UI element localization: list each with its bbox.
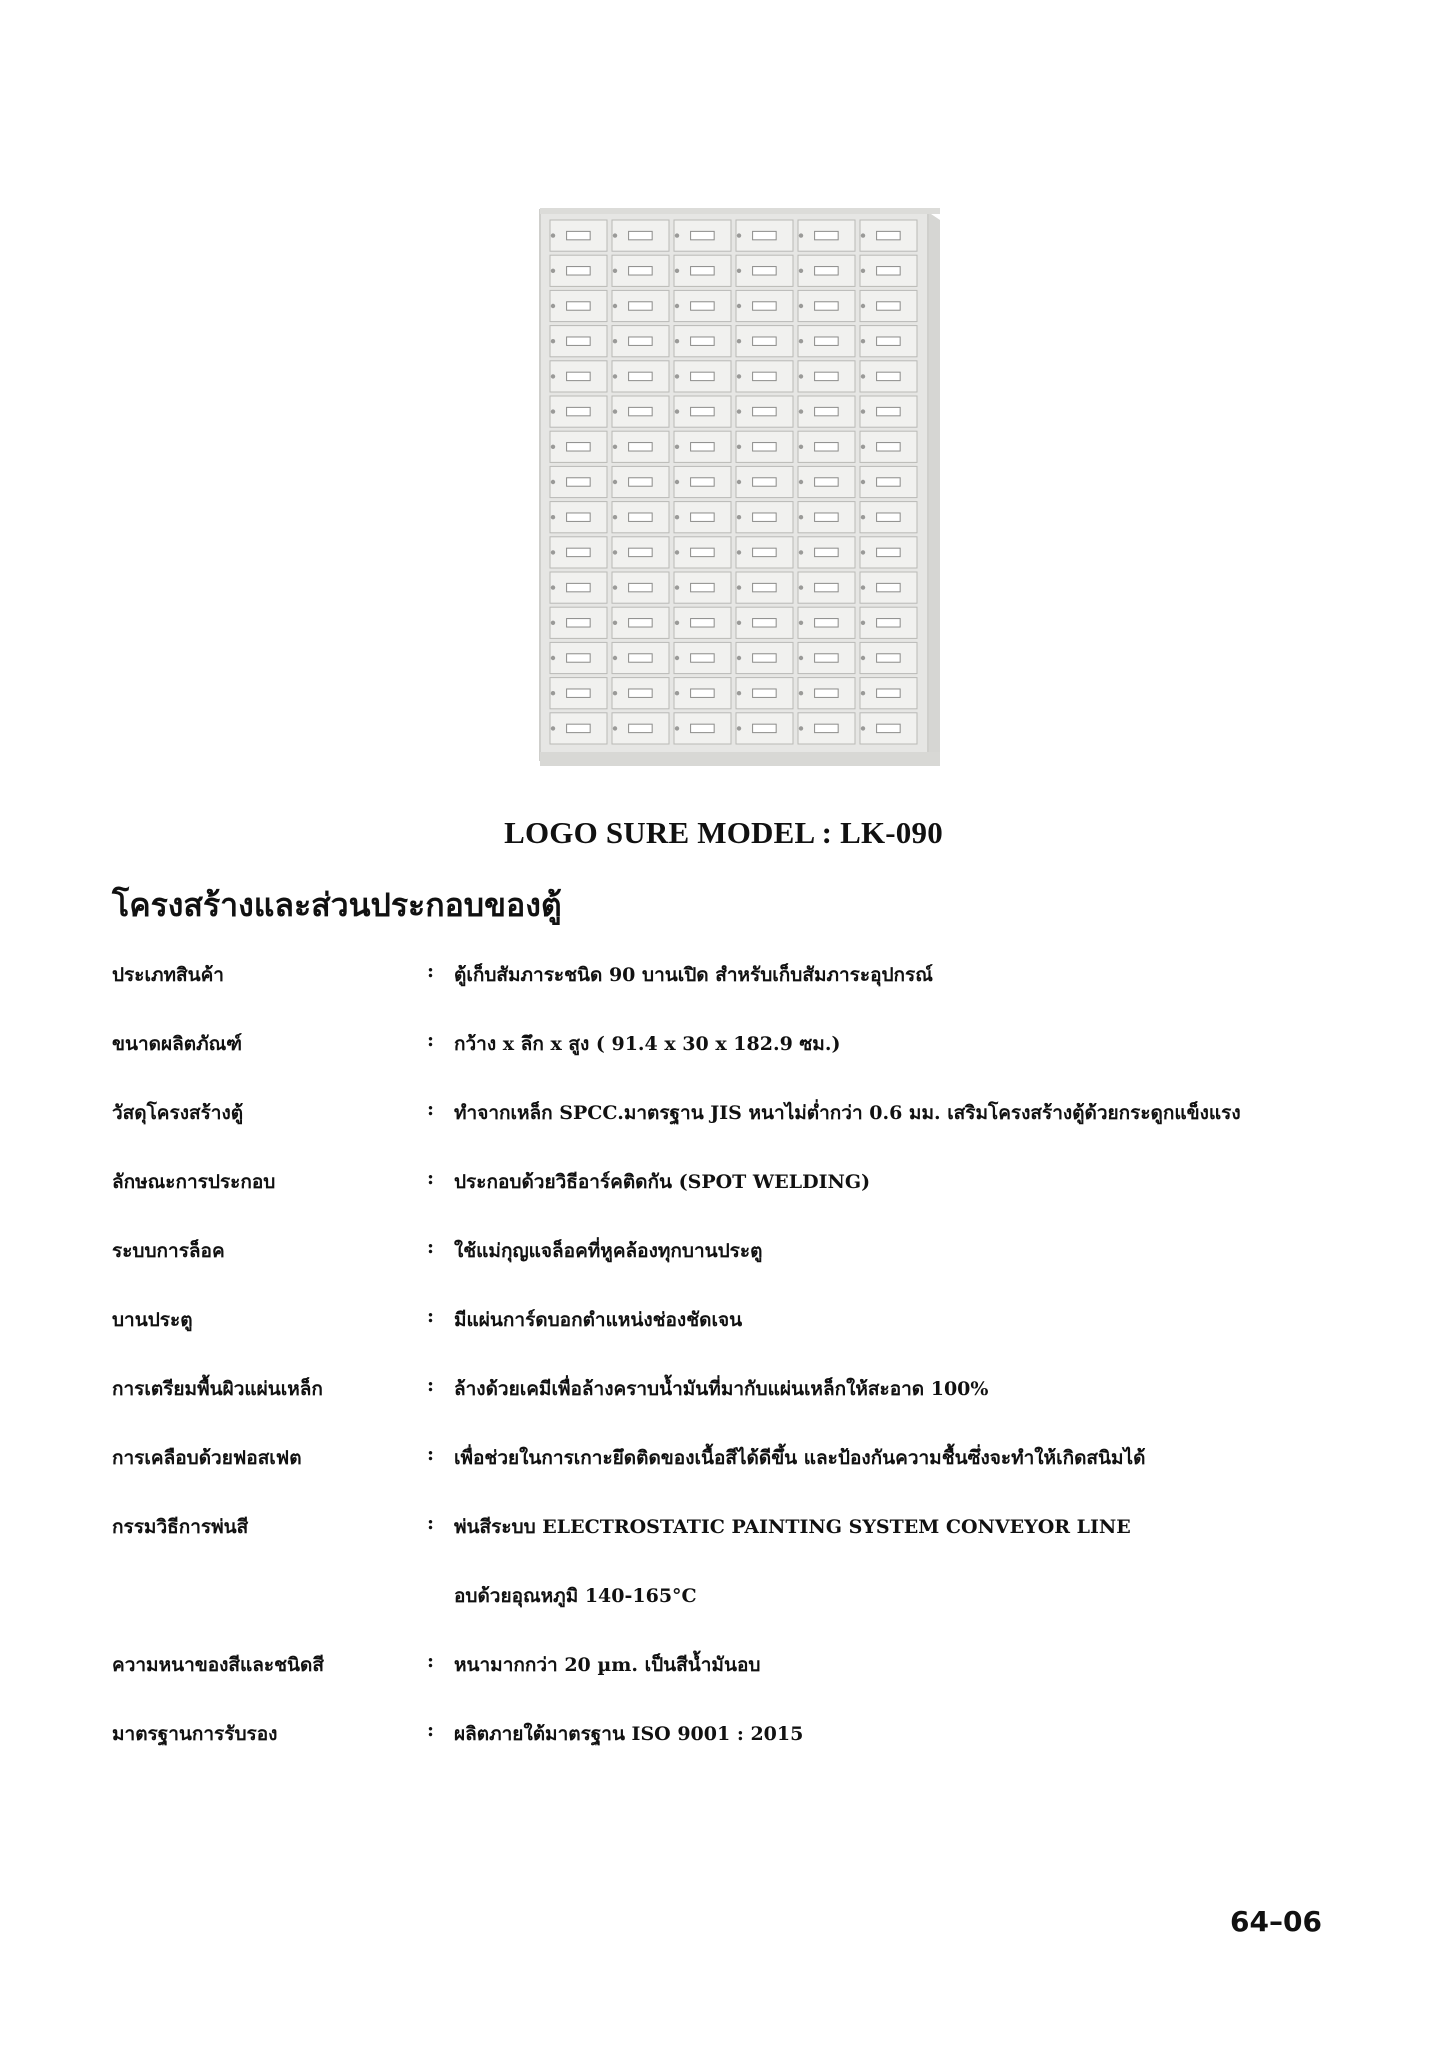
padlock-hasp-icon bbox=[799, 550, 803, 554]
padlock-hasp-icon bbox=[799, 374, 803, 378]
padlock-hasp-icon bbox=[737, 621, 741, 625]
door-label-card bbox=[691, 654, 715, 662]
padlock-hasp-icon bbox=[861, 585, 865, 589]
spec-colon: : bbox=[427, 1512, 435, 1534]
spec-value: เพื่อช่วยในการเกาะยึดติดของเนื้อสีได้ดีขึ้น และป้องกันความชื้นซึ่งจะทำให้เกิดสนิมได้ bbox=[454, 1447, 1146, 1469]
cabinet-product-image bbox=[530, 200, 950, 770]
padlock-hasp-icon bbox=[675, 726, 679, 730]
spec-value: ผลิตภายใต้มาตรฐาน ISO 9001 : 2015 bbox=[454, 1723, 804, 1745]
door-label-card bbox=[567, 302, 591, 310]
door-label-card bbox=[629, 337, 653, 345]
door-label-card bbox=[877, 443, 901, 451]
door-label-card bbox=[629, 513, 653, 521]
door-label-card bbox=[691, 372, 715, 380]
padlock-hasp-icon bbox=[861, 480, 865, 484]
padlock-hasp-icon bbox=[675, 233, 679, 237]
door-label-card bbox=[753, 654, 777, 662]
spec-row-doors bbox=[112, 1305, 1352, 1374]
padlock-hasp-icon bbox=[737, 374, 741, 378]
padlock-hasp-icon bbox=[737, 480, 741, 484]
door-label-card bbox=[753, 619, 777, 627]
door-label-card bbox=[629, 267, 653, 275]
padlock-hasp-icon bbox=[737, 726, 741, 730]
padlock-hasp-icon bbox=[613, 374, 617, 378]
door-label-card bbox=[753, 724, 777, 732]
door-label-card bbox=[753, 513, 777, 521]
section-heading: โครงสร้างและส่วนประกอบของตู้ bbox=[112, 886, 562, 924]
spec-label: ประเภทสินค้า bbox=[112, 964, 224, 986]
spec-row-material bbox=[112, 1098, 1352, 1167]
padlock-hasp-icon bbox=[551, 656, 555, 660]
spec-row-paint-thickness bbox=[112, 1650, 1352, 1719]
door-label-card bbox=[815, 478, 839, 486]
door-label-card bbox=[691, 337, 715, 345]
door-label-card bbox=[815, 267, 839, 275]
padlock-hasp-icon bbox=[799, 726, 803, 730]
spec-colon: : bbox=[427, 1029, 435, 1051]
door-label-card bbox=[753, 689, 777, 697]
padlock-hasp-icon bbox=[737, 585, 741, 589]
spec-row-painting-process bbox=[112, 1512, 1352, 1581]
padlock-hasp-icon bbox=[613, 515, 617, 519]
door-label-card bbox=[815, 548, 839, 556]
spec-colon: : bbox=[427, 1374, 435, 1396]
door-label-card bbox=[567, 231, 591, 239]
door-label-card bbox=[753, 337, 777, 345]
padlock-hasp-icon bbox=[861, 445, 865, 449]
door-label-card bbox=[877, 619, 901, 627]
padlock-hasp-icon bbox=[551, 233, 555, 237]
padlock-hasp-icon bbox=[613, 621, 617, 625]
door-label-card bbox=[691, 513, 715, 521]
door-label-card bbox=[567, 724, 591, 732]
padlock-hasp-icon bbox=[737, 445, 741, 449]
door-label-card bbox=[691, 724, 715, 732]
padlock-hasp-icon bbox=[737, 409, 741, 413]
door-label-card bbox=[567, 689, 591, 697]
door-label-card bbox=[567, 407, 591, 415]
padlock-hasp-icon bbox=[675, 409, 679, 413]
door-label-card bbox=[815, 724, 839, 732]
door-label-card bbox=[815, 407, 839, 415]
door-label-card bbox=[877, 267, 901, 275]
padlock-hasp-icon bbox=[737, 515, 741, 519]
door-label-card bbox=[691, 231, 715, 239]
door-label-card bbox=[753, 443, 777, 451]
padlock-hasp-icon bbox=[799, 515, 803, 519]
padlock-hasp-icon bbox=[675, 550, 679, 554]
padlock-hasp-icon bbox=[613, 585, 617, 589]
padlock-hasp-icon bbox=[737, 339, 741, 343]
padlock-hasp-icon bbox=[799, 691, 803, 695]
door-label-card bbox=[629, 548, 653, 556]
door-label-card bbox=[877, 372, 901, 380]
padlock-hasp-icon bbox=[551, 550, 555, 554]
door-label-card bbox=[567, 337, 591, 345]
padlock-hasp-icon bbox=[861, 550, 865, 554]
door-label-card bbox=[691, 583, 715, 591]
door-label-card bbox=[877, 689, 901, 697]
door-label-card bbox=[567, 478, 591, 486]
padlock-hasp-icon bbox=[799, 445, 803, 449]
door-label-card bbox=[877, 654, 901, 662]
spec-label: การเคลือบด้วยฟอสเฟต bbox=[112, 1447, 302, 1469]
padlock-hasp-icon bbox=[675, 656, 679, 660]
door-label-card bbox=[815, 372, 839, 380]
door-label-card bbox=[753, 302, 777, 310]
spec-label: ระบบการล็อค bbox=[112, 1240, 225, 1262]
door-label-card bbox=[753, 478, 777, 486]
padlock-hasp-icon bbox=[737, 656, 741, 660]
padlock-hasp-icon bbox=[613, 409, 617, 413]
door-label-card bbox=[753, 267, 777, 275]
padlock-hasp-icon bbox=[613, 269, 617, 273]
spec-row-dimensions bbox=[112, 1029, 1352, 1098]
door-label-card bbox=[753, 372, 777, 380]
padlock-hasp-icon bbox=[861, 515, 865, 519]
spec-label: ขนาดผลิตภัณฑ์ bbox=[112, 1033, 243, 1055]
spec-row-baking-temperature bbox=[112, 1581, 1352, 1650]
padlock-hasp-icon bbox=[861, 269, 865, 273]
spec-label: วัสดุโครงสร้างตู้ bbox=[112, 1102, 244, 1124]
padlock-hasp-icon bbox=[551, 445, 555, 449]
spec-colon: : bbox=[427, 1098, 435, 1120]
padlock-hasp-icon bbox=[799, 585, 803, 589]
padlock-hasp-icon bbox=[737, 550, 741, 554]
door-label-card bbox=[815, 231, 839, 239]
padlock-hasp-icon bbox=[861, 409, 865, 413]
door-label-card bbox=[815, 337, 839, 345]
padlock-hasp-icon bbox=[675, 691, 679, 695]
door-label-card bbox=[691, 548, 715, 556]
padlock-hasp-icon bbox=[613, 445, 617, 449]
spec-value: พ่นสีระบบ ELECTROSTATIC PAINTING SYSTEM CONVEYOR LINE bbox=[454, 1516, 1131, 1538]
spec-label: มาตรฐานการรับรอง bbox=[112, 1723, 278, 1745]
door-label-card bbox=[567, 443, 591, 451]
door-label-card bbox=[815, 513, 839, 521]
padlock-hasp-icon bbox=[675, 515, 679, 519]
padlock-hasp-icon bbox=[799, 339, 803, 343]
padlock-hasp-icon bbox=[737, 304, 741, 308]
spec-value: ใช้แม่กุญแจล็อคที่หูคล้องทุกบานประตู bbox=[454, 1240, 763, 1262]
spec-row-phosphate-coating bbox=[112, 1443, 1352, 1512]
door-label-card bbox=[567, 654, 591, 662]
door-label-card bbox=[691, 407, 715, 415]
door-label-card bbox=[753, 231, 777, 239]
padlock-hasp-icon bbox=[551, 691, 555, 695]
padlock-hasp-icon bbox=[675, 269, 679, 273]
door-label-card bbox=[629, 619, 653, 627]
padlock-hasp-icon bbox=[737, 269, 741, 273]
door-label-card bbox=[815, 689, 839, 697]
padlock-hasp-icon bbox=[613, 550, 617, 554]
padlock-hasp-icon bbox=[551, 339, 555, 343]
door-label-card bbox=[815, 302, 839, 310]
padlock-hasp-icon bbox=[675, 621, 679, 625]
door-label-card bbox=[877, 337, 901, 345]
padlock-hasp-icon bbox=[799, 621, 803, 625]
padlock-hasp-icon bbox=[799, 480, 803, 484]
spec-colon: : bbox=[427, 1650, 435, 1672]
padlock-hasp-icon bbox=[861, 656, 865, 660]
padlock-hasp-icon bbox=[551, 621, 555, 625]
spec-row-certification bbox=[112, 1719, 1352, 1788]
padlock-hasp-icon bbox=[613, 656, 617, 660]
padlock-hasp-icon bbox=[675, 445, 679, 449]
spec-label: ความหนาของสีและชนิดสี bbox=[112, 1654, 324, 1676]
door-label-card bbox=[815, 654, 839, 662]
door-label-card bbox=[691, 267, 715, 275]
padlock-hasp-icon bbox=[861, 621, 865, 625]
door-label-card bbox=[877, 513, 901, 521]
padlock-hasp-icon bbox=[551, 515, 555, 519]
spec-row-locking bbox=[112, 1236, 1352, 1305]
door-label-card bbox=[629, 372, 653, 380]
padlock-hasp-icon bbox=[551, 480, 555, 484]
door-label-card bbox=[877, 478, 901, 486]
padlock-hasp-icon bbox=[799, 409, 803, 413]
spec-colon: : bbox=[427, 1443, 435, 1465]
spec-value: ตู้เก็บสัมภาระชนิด 90 บานเปิด สำหรับเก็บสัมภาระอุปกรณ์ bbox=[454, 964, 933, 986]
spec-value: มีแผ่นการ์ดบอกตำแหน่งช่องชัดเจน bbox=[454, 1309, 743, 1331]
padlock-hasp-icon bbox=[613, 480, 617, 484]
door-label-card bbox=[691, 443, 715, 451]
door-label-card bbox=[691, 689, 715, 697]
padlock-hasp-icon bbox=[675, 339, 679, 343]
door-label-card bbox=[815, 443, 839, 451]
door-label-card bbox=[877, 231, 901, 239]
padlock-hasp-icon bbox=[737, 691, 741, 695]
padlock-hasp-icon bbox=[551, 726, 555, 730]
spec-label: บานประตู bbox=[112, 1309, 193, 1331]
padlock-hasp-icon bbox=[613, 233, 617, 237]
door-label-card bbox=[815, 619, 839, 627]
spec-list bbox=[112, 960, 1352, 1788]
door-label-card bbox=[629, 724, 653, 732]
padlock-hasp-icon bbox=[551, 269, 555, 273]
door-label-card bbox=[629, 443, 653, 451]
padlock-hasp-icon bbox=[799, 304, 803, 308]
door-label-card bbox=[629, 407, 653, 415]
door-label-card bbox=[691, 478, 715, 486]
padlock-hasp-icon bbox=[675, 374, 679, 378]
door-label-card bbox=[567, 372, 591, 380]
door-label-card bbox=[629, 583, 653, 591]
padlock-hasp-icon bbox=[551, 304, 555, 308]
padlock-hasp-icon bbox=[613, 339, 617, 343]
padlock-hasp-icon bbox=[675, 304, 679, 308]
spec-value: ประกอบด้วยวิธีอาร์คติดกัน (SPOT WELDING) bbox=[454, 1171, 871, 1193]
padlock-hasp-icon bbox=[551, 409, 555, 413]
padlock-hasp-icon bbox=[861, 304, 865, 308]
door-label-card bbox=[753, 548, 777, 556]
padlock-hasp-icon bbox=[675, 585, 679, 589]
door-label-card bbox=[567, 513, 591, 521]
door-label-card bbox=[567, 583, 591, 591]
door-label-card bbox=[877, 724, 901, 732]
door-label-card bbox=[691, 302, 715, 310]
padlock-hasp-icon bbox=[613, 726, 617, 730]
padlock-hasp-icon bbox=[551, 585, 555, 589]
padlock-hasp-icon bbox=[551, 374, 555, 378]
spec-label: ลักษณะการประกอบ bbox=[112, 1171, 276, 1193]
padlock-hasp-icon bbox=[861, 374, 865, 378]
spec-label: กรรมวิธีการพ่นสี bbox=[112, 1516, 249, 1538]
spec-colon: : bbox=[427, 1305, 435, 1327]
spec-value: ทำจากเหล็ก SPCC.มาตรฐาน JIS หนาไม่ต่ำกว่า 0.6 มม. เสริมโครงสร้างตู้ด้วยกระดูกแข็งแรง bbox=[454, 1102, 1241, 1124]
padlock-hasp-icon bbox=[861, 339, 865, 343]
spec-value: อบด้วยอุณหภูมิ 140-165°C bbox=[454, 1585, 697, 1607]
padlock-hasp-icon bbox=[737, 233, 741, 237]
door-label-card bbox=[753, 407, 777, 415]
padlock-hasp-icon bbox=[861, 726, 865, 730]
padlock-hasp-icon bbox=[799, 269, 803, 273]
spec-value: กว้าง x ลึก x สูง ( 91.4 x 30 x 182.9 ซม.) bbox=[454, 1033, 841, 1055]
door-label-card bbox=[815, 583, 839, 591]
padlock-hasp-icon bbox=[861, 233, 865, 237]
spec-row-product-type bbox=[112, 960, 1352, 1029]
door-label-card bbox=[629, 231, 653, 239]
spec-row-assembly bbox=[112, 1167, 1352, 1236]
spec-colon: : bbox=[427, 1167, 435, 1189]
model-title: LOGO SURE MODEL : LK-090 bbox=[504, 815, 943, 850]
padlock-hasp-icon bbox=[675, 480, 679, 484]
door-label-card bbox=[629, 689, 653, 697]
padlock-hasp-icon bbox=[799, 233, 803, 237]
door-label-card bbox=[567, 619, 591, 627]
door-label-card bbox=[877, 302, 901, 310]
spec-label: การเตรียมพื้นผิวแผ่นเหล็ก bbox=[112, 1378, 323, 1400]
door-label-card bbox=[567, 548, 591, 556]
spec-colon: : bbox=[427, 1236, 435, 1258]
door-label-card bbox=[567, 267, 591, 275]
spec-value: หนามากกว่า 20 µm. เป็นสีน้ำมันอบ bbox=[454, 1654, 761, 1676]
spec-colon: : bbox=[427, 960, 435, 982]
padlock-hasp-icon bbox=[613, 304, 617, 308]
spec-row-surface-prep bbox=[112, 1374, 1352, 1443]
spec-value: ล้างด้วยเคมีเพื่อล้างคราบน้ำมันที่มากับแผ่นเหล็กให้สะอาด 100% bbox=[454, 1378, 989, 1400]
door-label-card bbox=[877, 548, 901, 556]
door-label-card bbox=[629, 654, 653, 662]
page-number: 64–06 bbox=[1230, 1905, 1322, 1938]
door-label-card bbox=[877, 583, 901, 591]
door-label-card bbox=[877, 407, 901, 415]
door-label-card bbox=[629, 478, 653, 486]
door-label-card bbox=[753, 583, 777, 591]
door-label-card bbox=[629, 302, 653, 310]
spec-colon: : bbox=[427, 1719, 435, 1741]
padlock-hasp-icon bbox=[613, 691, 617, 695]
door-label-card bbox=[691, 619, 715, 627]
padlock-hasp-icon bbox=[799, 656, 803, 660]
padlock-hasp-icon bbox=[861, 691, 865, 695]
